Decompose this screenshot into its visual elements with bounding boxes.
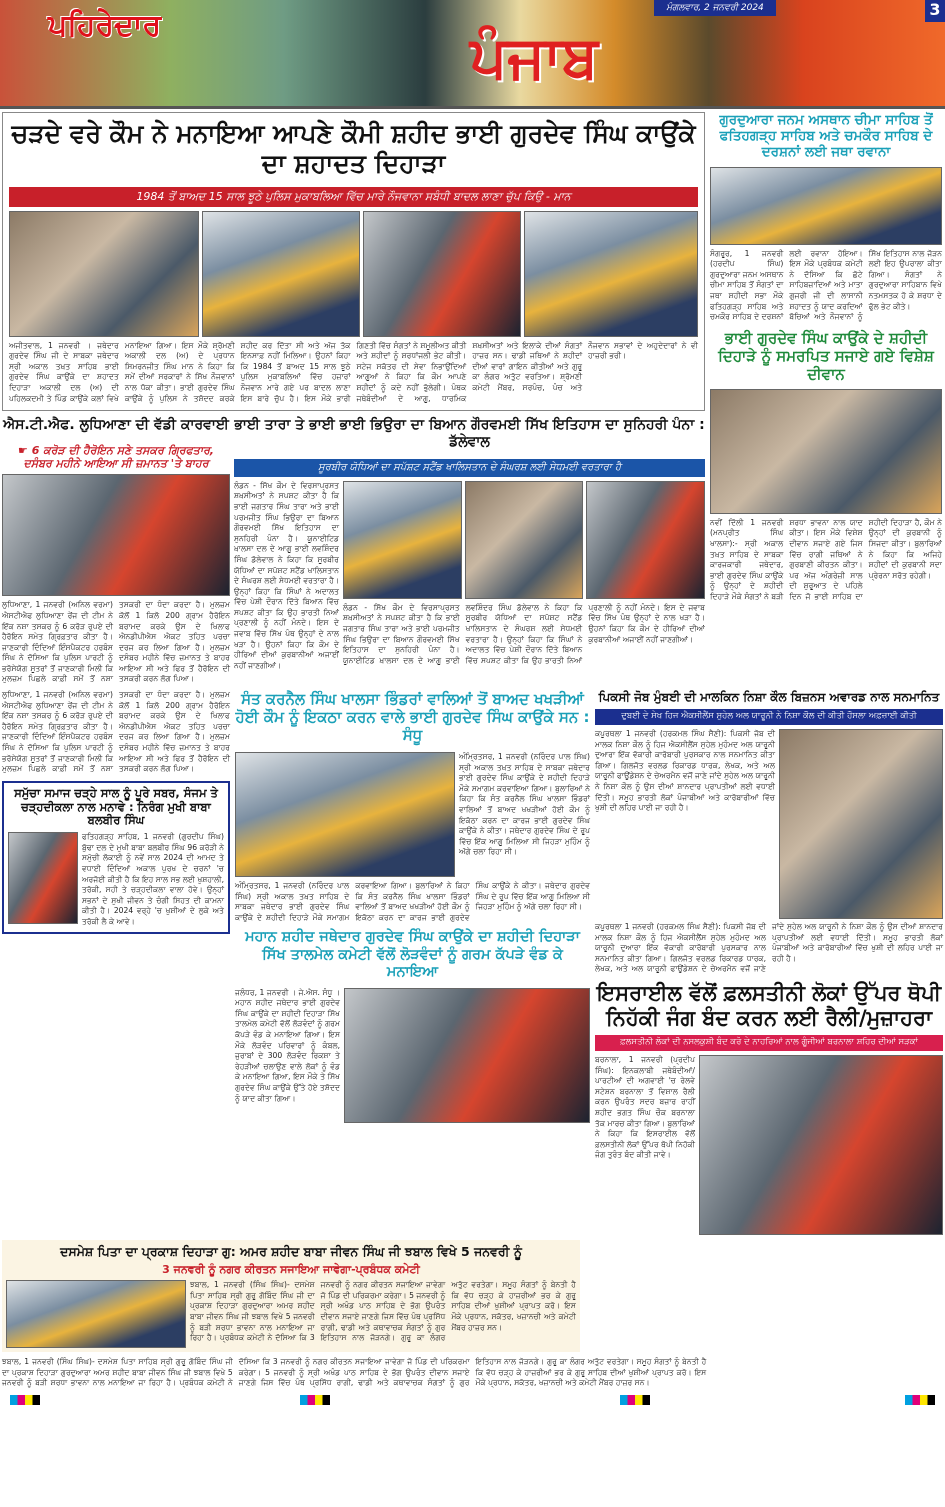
tara-headline: ਭਾਈ ਤਾਰਾ ਤੇ ਭਾਈ ਭਾਈ ਭਿਉਰਾ ਦਾ ਬਿਆਨ ਗੌਰਵਮਈ ਸਿੱਖ ਇਤਿਹਾਸ ਦਾ ਸੁਨਿਹਰੀ ਪੰਨਾ : ਡੱਲੇਵਾਲ: [234, 417, 705, 450]
dasmesh-story: [2, 1240, 580, 1352]
sukha-body: ਫਤਿਹਗੜ੍ਹ ਸਾਹਿਬ, 1 ਜਨਵਰੀ (ਗੁਰਦੀਪ ਸਿੰਘ) ਬੁੱਢਾ ਦਲ ਦੇ ਮੁਖੀ ਬਾਬਾ ਬਲਬੀਰ ਸਿੰਘ 96 ਕਰੋੜੀ ਨੇ ਸਮੁੱਚੀ ਲੋਕਾਈ ਨੂੰ ਨਵੇਂ ਸਾਲ 2024 ਦੀ ਆਮਦ ਤੇ ਵਧਾਈ ਦਿੰਦਿਆਂ ਅਕਾਲ ਪੁਰਖ ਦੇ ਚਰਨਾਂ 'ਚ ਅਰਜੋਈ ਕੀਤੀ ਹੈ ਕਿ ਇਹ ਸਾਲ ਸਭ ਲਈ ਖੁਸ਼ਹਾਲੀ, ਤਰੱਕੀ, ਸਹੀ ਤੇ ਚੜ੍ਹਦੀਕਲਾ ਵਾਲਾ ਹੋਵੇ। ਉਨ੍ਹਾਂ ਸਭਨਾਂ ਦੇ ਸੁਖੀ ਜੀਵਨ ਤੇ ਚੰਗੀ ਸਿਹਤ ਦੀ ਕਾਮਨਾ ਕੀਤੀ ਹੈ। 2024 ਵਰ੍ਹੇ 'ਚ ਖੁਸ਼ੀਆਂ ਦੇ ਲੁਕੇ ਅਤੇ ਤਰੱਕੀ ਲੈ ਕੇ ਆਵੇ।: [82, 832, 224, 926]
stf-headline: ਐਸ.ਟੀ.ਐਫ. ਲੁਧਿਆਣਾ ਦੀ ਵੱਡੀ ਕਾਰਵਾਈ: [3, 417, 229, 434]
sant-body-side: ਅੰਮ੍ਰਿਤਸਰ, 1 ਜਨਵਰੀ (ਨਰਿੰਦਰ ਪਾਲ ਸਿੰਘ) ਸ੍ਰੀ ਅਕਾਲ ਤਖ਼ਤ ਸਾਹਿਬ ਦੇ ਸਾਬਕਾ ਜਥੇਦਾਰ ਭਾਈ ਗੁਰਦੇਵ ਸਿੰਘ ਕਾਉਂਕੇ ਦੇ ਸ਼ਹੀਦੀ ਦਿਹਾੜੇ ਮੌਕੇ ਸਮਾਗਮ ਕਰਵਾਇਆ ਗਿਆ। ਬੁਲਾਰਿਆਂ ਨੇ ਕਿਹਾ ਕਿ ਸੰਤ ਕਰਨੈਲ ਸਿੰਘ ਖਾਲਸਾ ਭਿੰਡਰਾਂ ਵਾਲਿਆਂ ਤੋਂ ਬਾਅਦ ਖਖੜੀਆਂ ਹੋਈ ਕੌਮ ਨੂੰ ਇਕੱਠਾ ਕਰਨ ਦਾ ਕਾਰਜ ਭਾਈ ਗੁਰਦੇਵ ਸਿੰਘ ਕਾਉਂਕੇ ਨੇ ਕੀਤਾ। ਜਥੇਦਾਰ ਗੁਰਦੇਵ ਸਿੰਘ ਦੇ ਰੂਪ ਵਿੱਚ ਇੱਕ ਆਗੂ ਮਿਲਿਆ ਸੀ ਜਿਹੜਾ ਮੁਹਿੰਮ ਨੂੰ ਅੱਗੇ ਚਲਾ ਰਿਹਾ ਸੀ।: [459, 752, 590, 857]
pixie-headline: ਪਿਕਸੀ ਜੋਬ ਮੁੰਬਈ ਦੀ ਮਾਲਕਿਨ ਨਿਸ਼ਾ ਕੌਲ ਬਿਜ਼ਨਸ ਅਵਾਰਡ ਨਾਲ ਸਨਮਾਨਿਤ: [598, 690, 940, 705]
photo-bhiura: [465, 481, 584, 599]
israel-subhead: ਫ਼ਲਸਤੀਨੀ ਲੋਕਾਂ ਦੀ ਨਸਲਕੁਸ਼ੀ ਬੰਦ ਕਰੋ ਦੇ ਨਾਹਰਿਆਂ ਨਾਲ ਗੂੰਜੀਆਂ ਬਰਨਾਲਾ ਸ਼ਹਿਰ ਦੀਆਂ ਸੜਕਾਂ: [595, 1035, 943, 1051]
tara-body-right: ਲੰਡਨ - ਸਿੱਖ ਕੌਮ ਦੇ ਵਿਰਸਾਪ੍ਰਸਤ ਸ਼ਖ਼ਸੀਅਤਾਂ ਨੇ ਸਪਸ਼ਟ ਕੀਤਾ ਹੈ ਕਿ ਭਾਈ ਜਗਤਾਰ ਸਿੰਘ ਤਾਰਾ ਅਤੇ ਭਾਈ ਪਰਮਜੀਤ ਸਿੰਘ ਭਿਉਰਾ ਦਾ ਬਿਆਨ ਗੌਰਵਮਈ ਸਿੱਖ ਇਤਿਹਾਸ ਦਾ ਸੁਨਹਿਰੀ ਪੰਨਾ ਹੈ। ਯੂਨਾਈਟਿਡ ਖ਼ਾਲਸਾ ਦਲ ਦੇ ਆਗੂ ਭਾਈ ਲਵਸ਼ਿੰਦਰ ਸਿੰਘ ਡੱਲੇਵਾਲ ਨੇ ਕਿਹਾ ਕਿ ਸੂਰਬੀਰ ਯੋਧਿਆਂ ਦਾ ਸਪੱਸ਼ਟ ਸਟੈਂਡ ਖਾਲਿਸਤਾਨ ਦੇ ਸੰਘਰਸ਼ ਲਈ ਸੇਧਮਈ ਵਰਤਾਰਾ ਹੈ। ਉਨ੍ਹਾਂ ਕਿਹਾ ਕਿ ਸਿੰਘਾਂ ਨੇ ਅਦਾਲਤ ਵਿੱਚ ਪੇਸ਼ੀ ਦੌਰਾਨ ਦਿੱਤੇ ਬਿਆਨ ਵਿੱਚ ਸਪਸ਼ਟ ਕੀਤਾ ਕਿ ਉਹ ਭਾਰਤੀ ਨਿਆਂ ਪ੍ਰਣਾਲੀ ਨੂੰ ਨਹੀਂ ਮੰਨਦੇ। ਇਸ ਦੇ ਜਵਾਬ ਵਿੱਚ ਸਿੱਖ ਪੰਥ ਉਨ੍ਹਾਂ ਦੇ ਨਾਲ ਖੜਾ ਹੈ। ਉਹਨਾਂ ਕਿਹਾ ਕਿ ਕੌਮ ਦੇ ਹੀਰਿਆਂ ਦੀਆਂ ਕੁਰਬਾਨੀਆਂ ਅਜਾਈਂ ਨਹੀਂ ਜਾਣਗੀਆਂ।: [343, 602, 705, 665]
right-mid-headline: ਭਾਈ ਗੁਰਦੇਵ ਸਿੰਘ ਕਾਉਂਕੇ ਦੇ ਸ਼ਹੀਦੀ ਦਿਹਾੜੇ ਨੂੰ ਸਮਰਪਿਤ ਸਜਾਏ ਗਏ ਵਿਸ਼ੇਸ਼ ਦੀਵਾਨ: [718, 328, 934, 383]
pixie-body-continued: ਕਪੂਰਥਲਾ 1 ਜਨਵਰੀ (ਹਰਕਮਲ ਸਿੰਘ ਸੈਣੀ): ਪਿਕਸੀ ਜੋਬ ਦੀ ਮਾਲਕ ਨਿਸ਼ਾ ਕੌਲ ਨੂੰ ਹਿਜ ਐਕਸੀਲੈਂਸ ਸੁਹੇਲ ਮੁਹੰਮਦ ਅਲ ਯਾਰੂਨੀ ਦੁਆਰਾ ਇੱਕ ਵੱਕਾਰੀ ਕਾਰੋਬਾਰੀ ਪੁਰਸਕਾਰ ਨਾਲ ਸਨਮਾਨਿਤ ਕੀਤਾ ਗਿਆ। ਗਿਲਜੋਤ ਵਰਲਡ ਰਿਕਾਰਡ ਧਾਰਕ, ਲੇਖਕ, ਅਤੇ ਅਲ ਯਾਰੂਨੀ ਫਾਊਂਡੇਸ਼ਨ ਦੇ ਚੇਅਰਮੈਨ ਵਜੋਂ ਜਾਣੇ ਜਾਂਦੇ ਸੁਹੇਲ ਅਲ ਯਾਰੂਨੀ ਨੇ ਨਿਸ਼ਾ ਕੌਲ ਨੂੰ ਉਸ ਦੀਆਂ ਸ਼ਾਨਦਾਰ ਪ੍ਰਾਪਤੀਆਂ ਲਈ ਵਧਾਈ ਦਿੱਤੀ। ਸਮੂਹ ਭਾਰਤੀ ਲੋਕਾਂ ਪੰਜਾਬੀਆਂ ਅਤੇ ਕਾਰੋਬਾਰੀਆਂ ਵਿੱਚ ਖੁਸ਼ੀ ਦੀ ਲਹਿਰ ਪਾਈ ਜਾ ਰਹੀ ਹੈ।: [595, 922, 943, 974]
lead-body: ਅਜੀਤਵਾਲ, 1 ਜਨਵਰੀ । ਜਥੇਦਾਰ ਗੁਰਦੇਵ ਸਿੰਘ ਜੀ ਦੇ ਸਾਬਕਾ ਜਥੇਦਾਰ ਸ੍ਰੀ ਅਕਾਲ ਤਖ਼ਤ ਸਾਹਿਬ ਭਾਈ ਗੁਰਦੇਵ ਸਿੰਘ ਕਾਉਂਕੇ ਦਾ ਸ਼ਹਾਦਤ ਦਿਹਾੜਾ ਅਕਾਲੀ ਦਲ (ਅ) ਦੀ ਪਹਿਲਕਦਮੀ ਤੇ ਪਿੰਡ ਕਾਉਂਕੇ ਕਲਾਂ ਵਿਖੇ ਮਨਾਇਆ ਗਿਆ। ਇਸ ਮੌਕੇ ਸ਼੍ਰੋਮਣੀ ਅਕਾਲੀ ਦਲ (ਅ) ਦੇ ਪ੍ਰਧਾਨ ਸਿਮਰਨਜੀਤ ਸਿੰਘ ਮਾਨ ਨੇ ਕਿਹਾ ਕਿ ਸਮੇਂ ਦੀਆਂ ਸਰਕਾਰਾਂ ਨੇ ਸਿੱਖ ਨੌਜਵਾਨਾਂ ਨਾਲ ਧੱਕਾ ਕੀਤਾ। ਭਾਈ ਗੁਰਦੇਵ ਸਿੰਘ ਕਾਉਂਕੇ ਨੂੰ ਪੁਲਿਸ ਨੇ ਤਸ਼ੱਦਦ ਕਰਕੇ ਸ਼ਹੀਦ ਕਰ ਦਿੱਤਾ ਸੀ ਅਤੇ ਅੱਜ ਤੱਕ ਇਨਸਾਫ਼ ਨਹੀਂ ਮਿਲਿਆ। ਉਹਨਾਂ ਕਿਹਾ ਕਿ 1984 ਤੋਂ ਬਾਅਦ 15 ਸਾਲ ਝੂਠੇ ਪੁਲਿਸ ਮੁਕਾਬਲਿਆਂ ਵਿੱਚ ਹਜ਼ਾਰਾਂ ਨੌਜਵਾਨ ਮਾਰੇ ਗਏ ਪਰ ਬਾਦਲ ਲਾਣਾ ਇਸ ਬਾਰੇ ਚੁੱਪ ਹੈ। ਇਸ ਮੌਕੇ ਭਾਰੀ ਗਿਣਤੀ ਵਿੱਚ ਸੰਗਤਾਂ ਨੇ ਸ਼ਮੂਲੀਅਤ ਕੀਤੀ ਅਤੇ ਸ਼ਹੀਦਾਂ ਨੂੰ ਸ਼ਰਧਾਂਜਲੀ ਭੇਟ ਕੀਤੀ। ਸਟੇਜ ਸਕੱਤਰ ਦੀ ਸੇਵਾ ਨਿਭਾਉਂਦਿਆਂ ਆਗੂਆਂ ਨੇ ਕਿਹਾ ਕਿ ਕੌਮ ਆਪਣੇ ਸ਼ਹੀਦਾਂ ਨੂੰ ਕਦੇ ਨਹੀਂ ਭੁੱਲੇਗੀ। ਪੰਥਕ ਜਥੇਬੰਦੀਆਂ ਦੇ ਆਗੂ, ਧਾਰਮਿਕ ਸ਼ਖ਼ਸੀਅਤਾਂ ਅਤੇ ਇਲਾਕੇ ਦੀਆਂ ਸੰਗਤਾਂ ਹਾਜ਼ਰ ਸਨ। ਢਾਡੀ ਜਥਿਆਂ ਨੇ ਸ਼ਹੀਦਾਂ ਦੀਆਂ ਵਾਰਾਂ ਗਾਇਨ ਕੀਤੀਆਂ ਅਤੇ ਗੁਰੂ ਕਾ ਲੰਗਰ ਅਤੁੱਟ ਵਰਤਿਆ। ਸ਼੍ਰੋਮਣੀ ਕਮੇਟੀ ਮੈਂਬਰ, ਸਰਪੰਚ, ਪੰਚ ਅਤੇ ਨੌਜਵਾਨ ਸਭਾਵਾਂ ਦੇ ਅਹੁਦੇਦਾਰਾਂ ਨੇ ਵੀ ਹਾਜ਼ਰੀ ਭਰੀ।: [9, 340, 698, 403]
photo-committee: [6, 1280, 186, 1348]
tara-story: [234, 417, 705, 671]
top-section: [0, 112, 945, 685]
pixie-story: [595, 690, 943, 975]
mahan-headline: ਮਹਾਨ ਸ਼ਹੀਦ ਜਥੇਦਾਰ ਗੁਰਦੇਵ ਸਿੰਘ ਕਾਉਂਕੇ ਦਾ ਸ਼ਹੀਦੀ ਦਿਹਾੜਾ ਸਿੱਖ ਤਾਲਮੇਲ ਕਮੇਟੀ ਵੱਲੋਂ ਲੋੜਵੰਦਾਂ ਨੂੰ ਗਰਮ ਕੱਪੜੇ ਵੰਡ ਕੇ ਮਨਾਇਆ: [245, 929, 580, 981]
stf-body: ਲੁਧਿਆਣਾ, 1 ਜਨਵਰੀ (ਅਨਿਲ ਵਰਮਾ) ਐਸਟੀਐਫ ਲੁਧਿਆਣਾ ਰੇਂਜ ਦੀ ਟੀਮ ਨੇ ਇੱਕ ਨਸ਼ਾ ਤਸਕਰ ਨੂੰ 6 ਕਰੋੜ ਰੁਪਏ ਦੀ ਹੈਰੋਇਨ ਸਮੇਤ ਗ੍ਰਿਫ਼ਤਾਰ ਕੀਤਾ ਹੈ। ਜਾਣਕਾਰੀ ਦਿੰਦਿਆਂ ਇੰਸਪੈਕਟਰ ਹਰਬੰਸ ਸਿੰਘ ਨੇ ਦੱਸਿਆ ਕਿ ਪੁਲਿਸ ਪਾਰਟੀ ਨੂੰ ਭਰੋਸੇਯੋਗ ਸੂਤਰਾਂ ਤੋਂ ਜਾਣਕਾਰੀ ਮਿਲੀ ਕਿ ਮੁਲਜ਼ਮ ਪਿਛਲੇ ਕਾਫ਼ੀ ਸਮੇਂ ਤੋਂ ਨਸ਼ਾ ਤਸਕਰੀ ਦਾ ਧੰਦਾ ਕਰਦਾ ਹੈ। ਮੁਲਜ਼ਮ ਕੋਲੋਂ 1 ਕਿਲੋ 200 ਗ੍ਰਾਮ ਹੈਰੋਇਨ ਬਰਾਮਦ ਕਰਕੇ ਉਸ ਦੇ ਖਿਲਾਫ ਐਨਡੀਪੀਐਸ ਐਕਟ ਤਹਿਤ ਪਰਚਾ ਦਰਜ ਕਰ ਲਿਆ ਗਿਆ ਹੈ। ਮੁਲਜ਼ਮ ਦਸੰਬਰ ਮਹੀਨੇ ਵਿੱਚ ਜ਼ਮਾਨਤ ਤੇ ਬਾਹਰ ਆਇਆ ਸੀ ਅਤੇ ਫਿਰ ਤੋਂ ਹੈਰੋਇਨ ਦੀ ਤਸਕਰੀ ਕਰਨ ਲੱਗ ਪਿਆ।: [2, 600, 230, 684]
dasmesh-headline: ਦਸਮੇਸ਼ ਪਿਤਾ ਦਾ ਪ੍ਰਕਾਸ਼ ਦਿਹਾੜਾ ਗੁ: ਅਮਰ ਸ਼ਹੀਦ ਬਾਬਾ ਜੀਵਨ ਸਿੰਘ ਜੀ ਝਬਾਲ ਵਿਖੇ 5 ਜਨਵਰੀ ਨੂੰ: [60, 1244, 522, 1259]
photo-speakers: [363, 211, 521, 337]
photo-rally: [699, 1055, 943, 1235]
photo-baba-balbir-singh: [8, 832, 78, 924]
dasmesh-body: ਝਬਾਲ, 1 ਜਨਵਰੀ (ਸਿੰਘ ਸਿੰਘ)- ਦਸਮੇਸ਼ ਪਿਤਾ ਸਾਹਿਬ ਸ੍ਰੀ ਗੁਰੂ ਗੋਬਿੰਦ ਸਿੰਘ ਜੀ ਦਾ ਪ੍ਰਕਾਸ਼ ਦਿਹਾੜਾ ਗੁਰਦੁਆਰਾ ਅਮਰ ਸ਼ਹੀਦ ਬਾਬਾ ਜੀਵਨ ਸਿੰਘ ਜੀ ਝਬਾਲ ਵਿਖੇ 5 ਜਨਵਰੀ ਨੂੰ ਬੜੀ ਸ਼ਰਧਾ ਭਾਵਨਾ ਨਾਲ ਮਨਾਇਆ ਜਾ ਰਿਹਾ ਹੈ। ਪ੍ਰਬੰਧਕ ਕਮੇਟੀ ਨੇ ਦੱਸਿਆ ਕਿ 3 ਜਨਵਰੀ ਨੂੰ ਨਗਰ ਕੀਰਤਨ ਸਜਾਇਆ ਜਾਵੇਗਾ ਜੋ ਪਿੰਡ ਦੀ ਪਰਿਕਰਮਾ ਕਰੇਗਾ। 5 ਜਨਵਰੀ ਨੂੰ ਸ੍ਰੀ ਅਖੰਡ ਪਾਠ ਸਾਹਿਬ ਦੇ ਭੋਗ ਉਪਰੰਤ ਦੀਵਾਨ ਸਜਾਏ ਜਾਣਗੇ ਜਿਸ ਵਿੱਚ ਪੰਥ ਪ੍ਰਸਿੱਧ ਰਾਗੀ, ਢਾਡੀ ਅਤੇ ਕਥਾਵਾਚਕ ਸੰਗਤਾਂ ਨੂੰ ਗੁਰ ਇਤਿਹਾਸ ਨਾਲ ਜੋੜਨਗੇ। ਗੁਰੂ ਕਾ ਲੰਗਰ ਅਤੁੱਟ ਵਰਤੇਗਾ। ਸਮੂਹ ਸੰਗਤਾਂ ਨੂੰ ਬੇਨਤੀ ਹੈ ਕਿ ਵੱਧ ਚੜ੍ਹ ਕੇ ਹਾਜ਼ਰੀਆਂ ਭਰ ਕੇ ਗੁਰੂ ਸਾਹਿਬ ਦੀਆਂ ਖੁਸ਼ੀਆਂ ਪ੍ਰਾਪਤ ਕਰੋ। ਇਸ ਮੌਕੇ ਪ੍ਰਧਾਨ, ਸਕੱਤਰ, ਖਜ਼ਾਨਚੀ ਅਤੇ ਕਮੇਟੀ ਮੈਂਬਰ ਹਾਜ਼ਰ ਸਨ।: [190, 1280, 576, 1343]
israel-body: ਬਰਨਾਲਾ, 1 ਜਨਵਰੀ (ਪ੍ਰਦੀਪ ਸਿੰਘ): ਇਨਕਲਾਬੀ ਜਥੇਬੰਦੀਆਂ/ਪਾਰਟੀਆਂ ਦੀ ਅਗਵਾਈ 'ਚ ਰੇਲਵੇ ਸਟੇਸ਼ਨ ਬਰਨਾਲਾ ਤੋਂ ਵਿਸ਼ਾਲ ਰੈਲੀ ਕਰਨ ਉਪਰੰਤ ਸਦਰ ਬਜ਼ਾਰ ਰਾਹੀਂ ਸ਼ਹੀਦ ਭਗਤ ਸਿੰਘ ਚੌਕ ਬਰਨਾਲਾ ਤੱਕ ਮਾਰਚ ਕੀਤਾ ਗਿਆ। ਬੁਲਾਰਿਆਂ ਨੇ ਕਿਹਾ ਕਿ ਇਸਰਾਈਲ ਵੱਲੋਂ ਫ਼ਲਸਤੀਨੀ ਲੋਕਾਂ ਉੱਪਰ ਥੋਪੀ ਨਿਹੱਕੀ ਜੰਗ ਤੁਰੰਤ ਬੰਦ ਕੀਤੀ ਜਾਵੇ।: [595, 1055, 695, 1160]
section-masthead: ਪੰਜਾਬ: [470, 23, 599, 91]
color-registration-mark: [10, 1395, 40, 1405]
right-top-story: [710, 112, 942, 323]
tara-body-left: ਲੰਡਨ - ਸਿੱਖ ਕੌਮ ਦੇ ਵਿਰਸਾਪ੍ਰਸਤ ਸ਼ਖ਼ਸੀਅਤਾਂ ਨੇ ਸਪਸ਼ਟ ਕੀਤਾ ਹੈ ਕਿ ਭਾਈ ਜਗਤਾਰ ਸਿੰਘ ਤਾਰਾ ਅਤੇ ਭਾਈ ਪਰਮਜੀਤ ਸਿੰਘ ਭਿਉਰਾ ਦਾ ਬਿਆਨ ਗੌਰਵਮਈ ਸਿੱਖ ਇਤਿਹਾਸ ਦਾ ਸੁਨਹਿਰੀ ਪੰਨਾ ਹੈ। ਯੂਨਾਈਟਿਡ ਖ਼ਾਲਸਾ ਦਲ ਦੇ ਆਗੂ ਭਾਈ ਲਵਸ਼ਿੰਦਰ ਸਿੰਘ ਡੱਲੇਵਾਲ ਨੇ ਕਿਹਾ ਕਿ ਸੂਰਬੀਰ ਯੋਧਿਆਂ ਦਾ ਸਪੱਸ਼ਟ ਸਟੈਂਡ ਖਾਲਿਸਤਾਨ ਦੇ ਸੰਘਰਸ਼ ਲਈ ਸੇਧਮਈ ਵਰਤਾਰਾ ਹੈ। ਉਨ੍ਹਾਂ ਕਿਹਾ ਕਿ ਸਿੰਘਾਂ ਨੇ ਅਦਾਲਤ ਵਿੱਚ ਪੇਸ਼ੀ ਦੌਰਾਨ ਦਿੱਤੇ ਬਿਆਨ ਵਿੱਚ ਸਪਸ਼ਟ ਕੀਤਾ ਕਿ ਉਹ ਭਾਰਤੀ ਨਿਆਂ ਪ੍ਰਣਾਲੀ ਨੂੰ ਨਹੀਂ ਮੰਨਦੇ। ਇਸ ਦੇ ਜਵਾਬ ਵਿੱਚ ਸਿੱਖ ਪੰਥ ਉਨ੍ਹਾਂ ਦੇ ਨਾਲ ਖੜਾ ਹੈ। ਉਹਨਾਂ ਕਿਹਾ ਕਿ ਕੌਮ ਦੇ ਹੀਰਿਆਂ ਦੀਆਂ ਕੁਰਬਾਨੀਆਂ ਅਜਾਈਂ ਨਹੀਂ ਜਾਣਗੀਆਂ।: [234, 480, 339, 670]
tara-subhead: ਸੂਰਬੀਰ ਯੋਧਿਆਂ ਦਾ ਸਪੱਸ਼ਟ ਸਟੈਂਡ ਖਾਲਿਸਤਾਨ ਦੇ ਸੰਘਰਸ਼ ਲਈ ਸੇਧਮਈ ਵਰਤਾਰਾ ਹੈ: [234, 459, 705, 477]
stf-subhead: ☛ 6 ਕਰੋੜ ਦੀ ਹੈਰੋਇਨ ਸਣੇ ਤਸਕਰ ਗ੍ਰਿਫਤਾਰ, ਦਸੰਬਰ ਮਹੀਨੇ ਆਇਆ ਸੀ ਜ਼ਮਾਨਤ 'ਤੇ ਬਾਹਰ: [18, 443, 214, 471]
israel-headline: ਇਸਰਾਈਲ ਵੱਲੋਂ ਫ਼ਲਸਤੀਨੀ ਲੋਕਾਂ ਉੱਪਰ ਥੋਪੀ ਨਿਹੱਕੀ ਜੰਗ ਬੰਦ ਕਰਨ ਲਈ ਰੈਲੀ/ਮੁਜ਼ਾਹਰਾ: [596, 981, 942, 1031]
photo-diwan: [710, 389, 942, 514]
lead-headline: ਚੜਦੇ ਵਰੇ ਕੌਮ ਨੇ ਮਨਾਇਆ ਆਪਣੇ ਕੌਮੀ ਸ਼ਹੀਦ ਭਾਈ ਗੁਰਦੇਵ ਸਿੰਘ ਕਾਉਂਕੇ ਦਾ ਸ਼ਹਾਦਤ ਦਿਹਾੜਾ: [11, 119, 696, 178]
masthead: [0, 0, 945, 106]
bottom-continuations: ਝਬਾਲ, 1 ਜਨਵਰੀ (ਸਿੰਘ ਸਿੰਘ)- ਦਸਮੇਸ਼ ਪਿਤਾ ਸਾਹਿਬ ਸ੍ਰੀ ਗੁਰੂ ਗੋਬਿੰਦ ਸਿੰਘ ਜੀ ਦਾ ਪ੍ਰਕਾਸ਼ ਦਿਹਾੜਾ ਗੁਰਦੁਆਰਾ ਅਮਰ ਸ਼ਹੀਦ ਬਾਬਾ ਜੀਵਨ ਸਿੰਘ ਜੀ ਝਬਾਲ ਵਿਖੇ 5 ਜਨਵਰੀ ਨੂੰ ਬੜੀ ਸ਼ਰਧਾ ਭਾਵਨਾ ਨਾਲ ਮਨਾਇਆ ਜਾ ਰਿਹਾ ਹੈ। ਪ੍ਰਬੰਧਕ ਕਮੇਟੀ ਨੇ ਦੱਸਿਆ ਕਿ 3 ਜਨਵਰੀ ਨੂੰ ਨਗਰ ਕੀਰਤਨ ਸਜਾਇਆ ਜਾਵੇਗਾ ਜੋ ਪਿੰਡ ਦੀ ਪਰਿਕਰਮਾ ਕਰੇਗਾ। 5 ਜਨਵਰੀ ਨੂੰ ਸ੍ਰੀ ਅਖੰਡ ਪਾਠ ਸਾਹਿਬ ਦੇ ਭੋਗ ਉਪਰੰਤ ਦੀਵਾਨ ਸਜਾਏ ਜਾਣਗੇ ਜਿਸ ਵਿੱਚ ਪੰਥ ਪ੍ਰਸਿੱਧ ਰਾਗੀ, ਢਾਡੀ ਅਤੇ ਕਥਾਵਾਚਕ ਸੰਗਤਾਂ ਨੂੰ ਗੁਰ ਇਤਿਹਾਸ ਨਾਲ ਜੋੜਨਗੇ। ਗੁਰੂ ਕਾ ਲੰਗਰ ਅਤੁੱਟ ਵਰਤੇਗਾ। ਸਮੂਹ ਸੰਗਤਾਂ ਨੂੰ ਬੇਨਤੀ ਹੈ ਕਿ ਵੱਧ ਚੜ੍ਹ ਕੇ ਹਾਜ਼ਰੀਆਂ ਭਰ ਕੇ ਗੁਰੂ ਸਾਹਿਬ ਦੀਆਂ ਖੁਸ਼ੀਆਂ ਪ੍ਰਾਪਤ ਕਰੋ। ਇਸ ਮੌਕੇ ਪ੍ਰਧਾਨ, ਸਕੱਤਰ, ਖਜ਼ਾਨਚੀ ਅਤੇ ਕਮੇਟੀ ਮੈਂਬਰ ਹਾਜ਼ਰ ਸਨ।: [2, 1357, 707, 1388]
photo-clothes-distribution: [344, 988, 590, 1123]
issue-date: ਮੰਗਲਵਾਰ, 2 ਜਨਵਰੀ 2024: [654, 0, 776, 16]
lead-story: [2, 112, 705, 411]
photo-police: [2, 474, 230, 596]
page-number: 3: [925, 0, 945, 22]
pixie-subhead: ਦੁਬਈ ਦੇ ਸੇਖ ਹਿਜ ਐਕਸੀਲੈਂਸ ਸੁਹੇਲ ਅਲ ਯਾਰੂਨੀ ਨੇ ਨਿਸ਼ਾ ਕੌਲ ਦੀ ਕੀਤੀ ਹੌਸਲਾ ਅਫ਼ਜ਼ਾਈ ਕੀਤੀ: [595, 709, 943, 725]
photo-jatha: [710, 167, 942, 245]
sant-headline: ਸੰਤ ਕਰਨੈਲ ਸਿੰਘ ਖਾਲਸਾ ਭਿੰਡਰਾਂ ਵਾਲਿਆਂ ਤੋਂ ਬਾਅਦ ਖਖੜੀਆਂ ਹੋਈ ਕੌਮ ਨੂੰ ਇਕਠਾ ਕਰਨ ਵਾਲੇ ਭਾਈ ਗੁਰਦੇਵ ਸਿੰਘ ਕਾਉਂਕੇ ਸਨ : ਸੰਧੂ: [235, 690, 590, 745]
lead-subhead: 1984 ਤੋਂ ਬਾਅਦ 15 ਸਾਲ ਝੂਠੇ ਪੁਲਿਸ ਮੁਕਾਬਲਿਆ ਵਿੱਚ ਮਾਰੇ ਨੌਜਵਾਨਾ ਸਬੰਧੀ ਬਾਦਲ ਲਾਣਾ ਚੁੱਪ ਕਿਉ - ਮਾਨ: [9, 187, 698, 207]
color-registration-mark: [300, 1395, 330, 1405]
sukha-headline: ਸਮੁੱਚਾ ਸਮਾਜ ਚੜ੍ਹੇ ਸਾਲ ਨੂੰ ਪੂਰੇ ਸਬਰ, ਸੰਜਮ ਤੇ ਚੜ੍ਹਦੀਕਲਾ ਨਾਲ ਮਨਾਵੇ : ਨਿਰੰਗ ਮੁਖੀ ਬਾਬਾ ਬਲਬੀਰ ਸਿੰਘ: [14, 785, 218, 828]
photo-gathering: [9, 211, 199, 337]
photo-award: [779, 729, 943, 919]
sant-story: [235, 690, 590, 923]
newspaper-logo: ਪਹਿਰੇਦਾਰ: [48, 8, 162, 43]
lead-photos: [9, 211, 698, 337]
dasmesh-subhead: 3 ਜਨਵਰੀ ਨੂੰ ਨਗਰ ਕੀਰਤਨ ਸਜਾਇਆ ਜਾਵੇਗਾ-ਪ੍ਰਬੰਧਕ ਕਮੇਟੀ: [162, 1263, 420, 1276]
color-registration-mark: [905, 1395, 935, 1405]
middle-section: [0, 690, 945, 1235]
divider: [0, 106, 945, 109]
photo-dallewal: [586, 481, 705, 599]
right-mid-story: [710, 329, 942, 603]
photo-tara: [343, 481, 462, 599]
stf-story: [2, 417, 230, 685]
right-top-headline: ਗੁਰਦੁਆਰਾ ਜਨਮ ਅਸਥਾਨ ਚੀਮਾ ਸਾਹਿਬ ਤੋਂ ਫਤਿਹਗੜ੍ਹ ਸਾਹਿਬ ਅਤੇ ਚਮਕੌਰ ਸਾਹਿਬ ਦੇ ਦਰਸ਼ਨਾਂ ਲਈ ਜਥਾ ਰਵਾਨਾ: [719, 112, 933, 161]
right-top-body: ਸੰਗਰੂਰ, 1 ਜਨਵਰੀ (ਹਰਦੀਪ ਸਿੰਘ) ਗੁਰਦੁਆਰਾ ਜਨਮ ਅਸਥਾਨ ਚੀਮਾ ਸਾਹਿਬ ਤੋਂ ਸੰਗਤਾਂ ਦਾ ਜਥਾ ਸ਼ਹੀਦੀ ਸਭਾ ਮੌਕੇ ਫਤਿਹਗੜ੍ਹ ਸਾਹਿਬ ਅਤੇ ਚਮਕੌਰ ਸਾਹਿਬ ਦੇ ਦਰਸ਼ਨਾਂ ਲਈ ਰਵਾਨਾ ਹੋਇਆ। ਇਸ ਮੌਕੇ ਪ੍ਰਬੰਧਕ ਕਮੇਟੀ ਨੇ ਦੱਸਿਆ ਕਿ ਛੋਟੇ ਸਾਹਿਬਜ਼ਾਦਿਆਂ ਅਤੇ ਮਾਤਾ ਗੁਜਰੀ ਜੀ ਦੀ ਲਾਸਾਨੀ ਸ਼ਹਾਦਤ ਨੂੰ ਯਾਦ ਕਰਦਿਆਂ ਬੱਚਿਆਂ ਅਤੇ ਨੌਜਵਾਨਾਂ ਨੂੰ ਸਿੱਖ ਇਤਿਹਾਸ ਨਾਲ ਜੋੜਨ ਲਈ ਇਹ ਉਪਰਾਲਾ ਕੀਤਾ ਗਿਆ। ਸੰਗਤਾਂ ਨੇ ਗੁਰਦੁਆਰਾ ਸਾਹਿਬਾਨ ਵਿਖੇ ਨਤਮਸਤਕ ਹੋ ਕੇ ਸ਼ਰਧਾ ਦੇ ਫੁੱਲ ਭੇਟ ਕੀਤੇ।: [710, 248, 942, 322]
photo-sandhu-group: [235, 752, 455, 877]
registration-marks: [0, 1393, 945, 1407]
right-mid-body: ਨਵੀਂ ਦਿੱਲੀ 1 ਜਨਵਰੀ (ਮਨਪ੍ਰੀਤ ਸਿੰਘ ਖਾਲਸਾ):- ਸ੍ਰੀ ਅਕਾਲ ਤਖ਼ਤ ਸਾਹਿਬ ਦੇ ਸਾਬਕਾ ਕਾਰਜਕਾਰੀ ਜਥੇਦਾਰ, ਭਾਈ ਗੁਰਦੇਵ ਸਿੰਘ ਕਾਉਂਕੇ ਨੂੰ ਉਨ੍ਹਾਂ ਦੇ ਸ਼ਹੀਦੀ ਦਿਹਾੜੇ ਮੌਕੇ ਸੰਗਤਾਂ ਨੇ ਬੜੀ ਸ਼ਰਧਾ ਭਾਵਨਾ ਨਾਲ ਯਾਦ ਕੀਤਾ। ਇਸ ਮੌਕੇ ਵਿਸ਼ੇਸ਼ ਦੀਵਾਨ ਸਜਾਏ ਗਏ ਜਿਸ ਵਿੱਚ ਰਾਗੀ ਜਥਿਆਂ ਨੇ ਗੁਰਬਾਣੀ ਕੀਰਤਨ ਕੀਤਾ। ਪਰ ਅੱਜ ਅੰਗਰੇਜ਼ੀ ਸਾਲ ਦੀ ਸ਼ੁਰੂਆਤ ਦੇ ਪਹਿਲੇ ਦਿਨ ਜੋ ਭਾਈ ਸਾਹਿਬ ਦਾ ਸ਼ਹੀਦੀ ਦਿਹਾੜਾ ਹੈ, ਕੌਮ ਨੇ ਉਨ੍ਹਾਂ ਦੀ ਕੁਰਬਾਨੀ ਨੂੰ ਸਿਜਦਾ ਕੀਤਾ। ਬੁਲਾਰਿਆਂ ਨੇ ਕਿਹਾ ਕਿ ਅਜਿਹੇ ਸ਼ਹੀਦਾਂ ਦੀ ਕੁਰਬਾਨੀ ਸਦਾ ਪ੍ਰੇਰਨਾ ਸਰੋਤ ਰਹੇਗੀ।: [710, 517, 942, 601]
mahan-story: [235, 929, 590, 1122]
mahan-body: ਜਲੰਧਰ, 1 ਜਨਵਰੀ । ਜੇ.ਐਸ. ਸੰਧੂ । ਮਹਾਨ ਸ਼ਹੀਦ ਜਥੇਦਾਰ ਭਾਈ ਗੁਰਦੇਵ ਸਿੰਘ ਕਾਉਂਕੇ ਦਾ ਸ਼ਹੀਦੀ ਦਿਹਾੜਾ ਸਿੱਖ ਤਾਲਮੇਲ ਕਮੇਟੀ ਵੱਲੋਂ ਲੋੜਵੰਦਾਂ ਨੂੰ ਗਰਮ ਕੱਪੜੇ ਵੰਡ ਕੇ ਮਨਾਇਆ ਗਿਆ। ਇਸ ਮੌਕੇ ਲੋੜਵੰਦ ਪਰਿਵਾਰਾਂ ਨੂੰ ਕੰਬਲ, ਜੁਰਾਬਾਂ ਦੇ 300 ਲੋੜਵੰਦ ਰਿਕਸ਼ਾ ਤੇ ਰੇਹੜੀਆਂ ਚਲਾਉਣ ਵਾਲੇ ਲੋਕਾਂ ਨੂੰ ਵੰਡ ਕੇ ਮਨਾਇਆ ਗਿਆ, ਇਸ ਮੌਕੇ ਤੇ ਸਿੱਖ ਗੁਰਦੇਵ ਸਿੰਘ ਕਾਉਂਕੇ ਉੱਤੇ ਹੋਏ ਤਸ਼ੱਦਦ ਨੂੰ ਯਾਦ ਕੀਤਾ ਗਿਆ।: [235, 987, 340, 1103]
sukha-story: [2, 781, 230, 934]
pixie-body: ਕਪੂਰਥਲਾ 1 ਜਨਵਰੀ (ਹਰਕਮਲ ਸਿੰਘ ਸੈਣੀ): ਪਿਕਸੀ ਜੋਬ ਦੀ ਮਾਲਕ ਨਿਸ਼ਾ ਕੌਲ ਨੂੰ ਹਿਜ ਐਕਸੀਲੈਂਸ ਸੁਹੇਲ ਮੁਹੰਮਦ ਅਲ ਯਾਰੂਨੀ ਦੁਆਰਾ ਇੱਕ ਵੱਕਾਰੀ ਕਾਰੋਬਾਰੀ ਪੁਰਸਕਾਰ ਨਾਲ ਸਨਮਾਨਿਤ ਕੀਤਾ ਗਿਆ। ਗਿਲਜੋਤ ਵਰਲਡ ਰਿਕਾਰਡ ਧਾਰਕ, ਲੇਖਕ, ਅਤੇ ਅਲ ਯਾਰੂਨੀ ਫਾਊਂਡੇਸ਼ਨ ਦੇ ਚੇਅਰਮੈਨ ਵਜੋਂ ਜਾਣੇ ਜਾਂਦੇ ਸੁਹੇਲ ਅਲ ਯਾਰੂਨੀ ਨੇ ਨਿਸ਼ਾ ਕੌਲ ਨੂੰ ਉਸ ਦੀਆਂ ਸ਼ਾਨਦਾਰ ਪ੍ਰਾਪਤੀਆਂ ਲਈ ਵਧਾਈ ਦਿੱਤੀ। ਸਮੂਹ ਭਾਰਤੀ ਲੋਕਾਂ ਪੰਜਾਬੀਆਂ ਅਤੇ ਕਾਰੋਬਾਰੀਆਂ ਵਿੱਚ ਖੁਸ਼ੀ ਦੀ ਲਹਿਰ ਪਾਈ ਜਾ ਰਹੀ ਹੈ।: [595, 729, 775, 813]
photo-stage: [202, 211, 360, 337]
color-registration-mark: [620, 1395, 650, 1405]
photo-leaders: [524, 211, 698, 337]
sant-body: ਅੰਮ੍ਰਿਤਸਰ, 1 ਜਨਵਰੀ (ਨਰਿੰਦਰ ਪਾਲ ਸਿੰਘ) ਸ੍ਰੀ ਅਕਾਲ ਤਖ਼ਤ ਸਾਹਿਬ ਦੇ ਸਾਬਕਾ ਜਥੇਦਾਰ ਭਾਈ ਗੁਰਦੇਵ ਸਿੰਘ ਕਾਉਂਕੇ ਦੇ ਸ਼ਹੀਦੀ ਦਿਹਾੜੇ ਮੌਕੇ ਸਮਾਗਮ ਕਰਵਾਇਆ ਗਿਆ। ਬੁਲਾਰਿਆਂ ਨੇ ਕਿਹਾ ਕਿ ਸੰਤ ਕਰਨੈਲ ਸਿੰਘ ਖਾਲਸਾ ਭਿੰਡਰਾਂ ਵਾਲਿਆਂ ਤੋਂ ਬਾਅਦ ਖਖੜੀਆਂ ਹੋਈ ਕੌਮ ਨੂੰ ਇਕੱਠਾ ਕਰਨ ਦਾ ਕਾਰਜ ਭਾਈ ਗੁਰਦੇਵ ਸਿੰਘ ਕਾਉਂਕੇ ਨੇ ਕੀਤਾ। ਜਥੇਦਾਰ ਗੁਰਦੇਵ ਸਿੰਘ ਦੇ ਰੂਪ ਵਿੱਚ ਇੱਕ ਆਗੂ ਮਿਲਿਆ ਸੀ ਜਿਹੜਾ ਮੁਹਿੰਮ ਨੂੰ ਅੱਗੇ ਚਲਾ ਰਿਹਾ ਸੀ।: [235, 881, 590, 922]
stf-body-continued: ਲੁਧਿਆਣਾ, 1 ਜਨਵਰੀ (ਅਨਿਲ ਵਰਮਾ) ਐਸਟੀਐਫ ਲੁਧਿਆਣਾ ਰੇਂਜ ਦੀ ਟੀਮ ਨੇ ਇੱਕ ਨਸ਼ਾ ਤਸਕਰ ਨੂੰ 6 ਕਰੋੜ ਰੁਪਏ ਦੀ ਹੈਰੋਇਨ ਸਮੇਤ ਗ੍ਰਿਫ਼ਤਾਰ ਕੀਤਾ ਹੈ। ਜਾਣਕਾਰੀ ਦਿੰਦਿਆਂ ਇੰਸਪੈਕਟਰ ਹਰਬੰਸ ਸਿੰਘ ਨੇ ਦੱਸਿਆ ਕਿ ਪੁਲਿਸ ਪਾਰਟੀ ਨੂੰ ਭਰੋਸੇਯੋਗ ਸੂਤਰਾਂ ਤੋਂ ਜਾਣਕਾਰੀ ਮਿਲੀ ਕਿ ਮੁਲਜ਼ਮ ਪਿਛਲੇ ਕਾਫ਼ੀ ਸਮੇਂ ਤੋਂ ਨਸ਼ਾ ਤਸਕਰੀ ਦਾ ਧੰਦਾ ਕਰਦਾ ਹੈ। ਮੁਲਜ਼ਮ ਕੋਲੋਂ 1 ਕਿਲੋ 200 ਗ੍ਰਾਮ ਹੈਰੋਇਨ ਬਰਾਮਦ ਕਰਕੇ ਉਸ ਦੇ ਖਿਲਾਫ ਐਨਡੀਪੀਐਸ ਐਕਟ ਤਹਿਤ ਪਰਚਾ ਦਰਜ ਕਰ ਲਿਆ ਗਿਆ ਹੈ। ਮੁਲਜ਼ਮ ਦਸੰਬਰ ਮਹੀਨੇ ਵਿੱਚ ਜ਼ਮਾਨਤ ਤੇ ਬਾਹਰ ਆਇਆ ਸੀ ਅਤੇ ਫਿਰ ਤੋਂ ਹੈਰੋਇਨ ਦੀ ਤਸਕਰੀ ਕਰਨ ਲੱਗ ਪਿਆ।: [2, 690, 230, 774]
israel-story: [595, 981, 943, 1235]
